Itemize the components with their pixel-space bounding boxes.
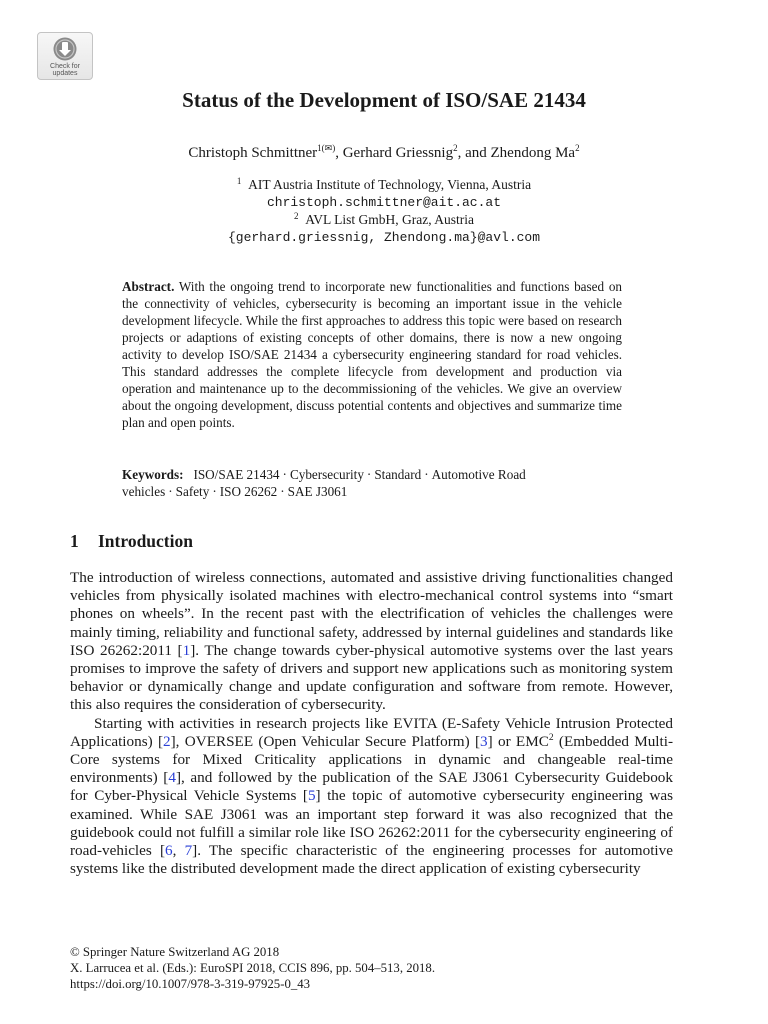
keyword: Automotive Road vehicles: [122, 467, 526, 499]
check-for-updates-badge[interactable]: [37, 32, 93, 80]
citation-link[interactable]: 3: [480, 732, 488, 750]
abstract-text: With the ongoing trend to incorporate new functionalities and functions based on the connectivity of vehicles, cybersecurity is becoming an important issue in the vehicle development lifecycle. While the first approaches to address this topic were based on research projects or adaptions of existing concepts of other domains, there is now a new ongoing activity to develop ISO/SAE 21434 a cybersecurity engineering standard for road vehicles. This standard addresses the complete lifecycle from development and production via operation and maintenance up to the decommissioning of the vehicles. We give an overview about the ongoing development, discuss potential contents and objectives and summarize time plan and open points.: [122, 279, 623, 430]
check-for-updates-icon: [52, 36, 78, 62]
author-separator: ,: [335, 145, 343, 161]
paragraph-text: The introduction of wireless connections, automated and assistive driving functionalities changed vehicles from physically isolated machines with electro-mechanical control systems into “smart phones on wheels”. In the recent past with the electrification of vehicles the challenges were mainly timing, reliability and functional safety, addressed by internal guidelines and standards like ISO 26262:2011 [: [70, 569, 673, 659]
keyword-separator: ·: [366, 467, 372, 482]
keyword-separator: ·: [280, 484, 285, 499]
author-affiliation-mark: 2: [575, 143, 580, 153]
affiliation-email: christoph.schmittner@ait.ac.at: [266, 194, 502, 210]
paragraph-text: Starting with activities in research projects like EVITA (E-Safety Vehicle Intrusion Protected Applications) [: [70, 714, 673, 750]
introduction-body: [70, 569, 673, 878]
affiliations: [0, 176, 768, 246]
keyword-separator: ·: [168, 484, 173, 499]
affiliation-name: AIT Austria Institute of Technology, Vienna, Austria: [248, 177, 532, 192]
keyword-separator: ·: [282, 467, 287, 482]
keyword-separator: ·: [212, 484, 217, 499]
paper-title: Status of the Development of ISO/SAE 21434: [182, 88, 586, 112]
affiliation-line: [0, 176, 768, 194]
keyword: ISO 26262: [219, 484, 278, 499]
section-title: Introduction: [98, 531, 193, 551]
paragraph-text: (Embedded Multi-Core systems for Mixed Criticality applications in dynamic and changeable real-time environments) [: [70, 732, 674, 787]
paragraph-text: ], and followed by the publication of the SAE J3061 Cybersecurity Guidebook for Cyber-Physical Vehicle Systems [: [70, 769, 673, 805]
paragraph-text: ], OVERSEE (Open Vehicular Secure Platform) [: [170, 732, 481, 750]
author-affiliation-mark: 2: [453, 143, 458, 153]
section-number: 1: [70, 531, 79, 551]
affiliation-number: 1: [236, 176, 242, 186]
paragraph-text: ] the topic of automotive cybersecurity engineering was examined. While SAE J3061 was an important step forward it was also recognized that the guidebook could not fulfill a similar role like ISO 26262:2011 for the cybersecurity engineering of road-vehicles [: [70, 787, 673, 860]
author-separator: , and: [457, 145, 491, 161]
doi-link[interactable]: https://doi.org/10.1007/978-3-319-97925-0_43: [70, 977, 311, 991]
author-name: Christoph Schmittner: [188, 145, 318, 161]
affiliation-number: 2: [294, 211, 299, 221]
author-list: [0, 143, 768, 163]
paragraph-text: ]. The specific characteristic of the engineering processes for automotive systems like the distributed development made the direct application of existing cybersecurity: [70, 842, 673, 878]
affiliation-line: [0, 211, 768, 229]
abstract: [122, 278, 622, 431]
citation-link[interactable]: 1: [182, 641, 191, 659]
author-name: Gerhard Griessnig: [342, 145, 454, 161]
paragraph-text: ] or EMC: [487, 732, 549, 750]
section-heading: [70, 530, 193, 552]
keyword: Cybersecurity: [289, 467, 364, 482]
paragraph: [70, 569, 673, 715]
paragraph-text: ,: [172, 842, 185, 860]
check-for-updates-label: Check for updates: [50, 63, 80, 77]
citation-link[interactable]: 4: [168, 769, 176, 787]
paragraph: [70, 715, 673, 879]
author-affiliation-mark: 1(✉): [317, 143, 336, 153]
keyword: ISO/SAE 21434: [193, 467, 280, 482]
citation-link[interactable]: 7: [184, 842, 193, 860]
abstract-label: Abstract.: [122, 279, 175, 294]
superscript: 2: [548, 732, 554, 743]
affiliation-name: AVL List GmbH, Graz, Austria: [305, 212, 474, 227]
author-name: Zhendong Ma: [490, 145, 576, 161]
keyword: Standard: [374, 467, 422, 482]
citation-link[interactable]: 6: [165, 842, 173, 860]
keyword: SAE J3061: [287, 484, 348, 499]
keywords: [122, 466, 622, 500]
citation-link[interactable]: 2: [163, 732, 171, 750]
paragraph-text: ]. The change towards cyber-physical automotive systems over the last years promises to improve the safety of drivers and support new applications such as monitoring system behavior or dynamically change and update configuration and software from remote. However, this also requires the consideration of cybersecurity.: [70, 641, 674, 714]
copyright-notice: © Springer Nature Switzerland AG 2018: [70, 945, 280, 959]
keyword: Safety: [175, 484, 210, 499]
citation-info: X. Larrucea et al. (Eds.): EuroSPI 2018, CCIS 896, pp. 504–513, 2018.: [70, 961, 436, 975]
keyword-separator: ·: [424, 467, 429, 482]
keywords-label: Keywords:: [122, 467, 184, 482]
page-footer: [70, 944, 710, 992]
affiliation-email: {gerhard.griessnig, Zhendong.ma}@avl.com: [227, 229, 541, 245]
citation-link[interactable]: 5: [307, 787, 316, 805]
